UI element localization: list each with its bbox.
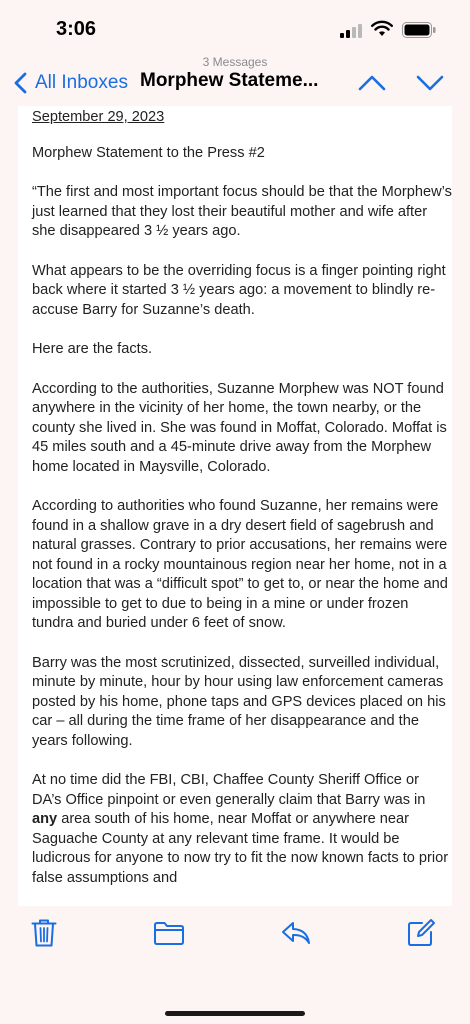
trash-icon (31, 918, 57, 948)
previous-message-button[interactable] (357, 73, 387, 93)
cellular-signal-icon (340, 24, 364, 38)
back-label: All Inboxes (35, 72, 128, 93)
compose-icon (406, 918, 436, 948)
email-paragraph: According to authorities who found Suzanne, her remains were found in a shallow grave in a dry desert field of sagebrush and natural grasses. Contrary to prior accusations, her remains were not found in a rocky mountainous region near her home, not in a location that was a “difficult spot” to get to, or near the home and impossible to get to due to being in a mine or under frozen tundra and buried under 6 feet of snow. (32, 498, 448, 631)
trash-button[interactable] (27, 916, 61, 950)
message-count: 3 Messages (202, 55, 268, 69)
reply-icon (280, 920, 312, 946)
email-subject-title: Morphew Stateme... (140, 70, 319, 91)
reply-button[interactable] (279, 916, 313, 950)
folder-icon (153, 920, 185, 946)
email-paragraph: “The first and most important focus should be that the Morphew’s just learned that they lost their beautiful mother and wife after she disappeared 3 ½ years ago. (32, 184, 452, 239)
chevron-left-icon (12, 71, 30, 95)
email-paragraph: What appears to be the overriding focus is a finger pointing right back where it started 3 ½ years ago: a movement to blindly re-accuse Barry for Suzanne’s death. (32, 262, 446, 318)
email-paragraph: Barry was the most scrutinized, dissected, surveilled individual, minute by minute, hour by hour using law enforcement cameras posted by his home, phone taps and GPS devices placed on his car – all during the time frame of her disappearance and the years following. (32, 654, 446, 749)
next-message-button[interactable] (415, 73, 445, 93)
paragraph-text: At no time did the FBI, CBI, Chaffee County Sheriff Office or DA’s Office pinpoint or even generally claim that Barry was in (32, 772, 426, 808)
email-date: September 29, 2023 (32, 109, 165, 125)
bottom-toolbar (0, 906, 470, 1024)
email-paragraph (32, 771, 452, 888)
move-to-folder-button[interactable] (152, 916, 186, 950)
email-heading: Morphew Statement to the Press #2 (32, 144, 265, 161)
paragraph-text: area south of his home, near Moffat or anywhere near Saguache County at any relevant time frame. It would be ludicrous for anyone to now try to fit the now known facts to prior false assumptions and (32, 811, 449, 886)
email-paragraph: Here are the facts. (32, 341, 153, 357)
home-indicator[interactable] (165, 1011, 305, 1016)
email-paragraph: According to the authorities, Suzanne Morphew was NOT found anywhere in the vicinity of her home, the town nearby, or the county she lived in. She was found in Moffat, Colorado. Moffat is 45 miles south and a 45-minute drive away from the Morphew home located in Maysville, Colorado. (32, 380, 447, 475)
status-time: 3:06 (56, 18, 97, 40)
emphasized-word: any (32, 811, 58, 827)
wifi-icon (371, 20, 393, 37)
email-body[interactable] (18, 106, 452, 906)
battery-icon (402, 22, 436, 38)
navigation-bar (0, 50, 470, 106)
email-text (32, 108, 452, 906)
back-button[interactable] (12, 69, 128, 97)
compose-button[interactable] (404, 916, 438, 950)
